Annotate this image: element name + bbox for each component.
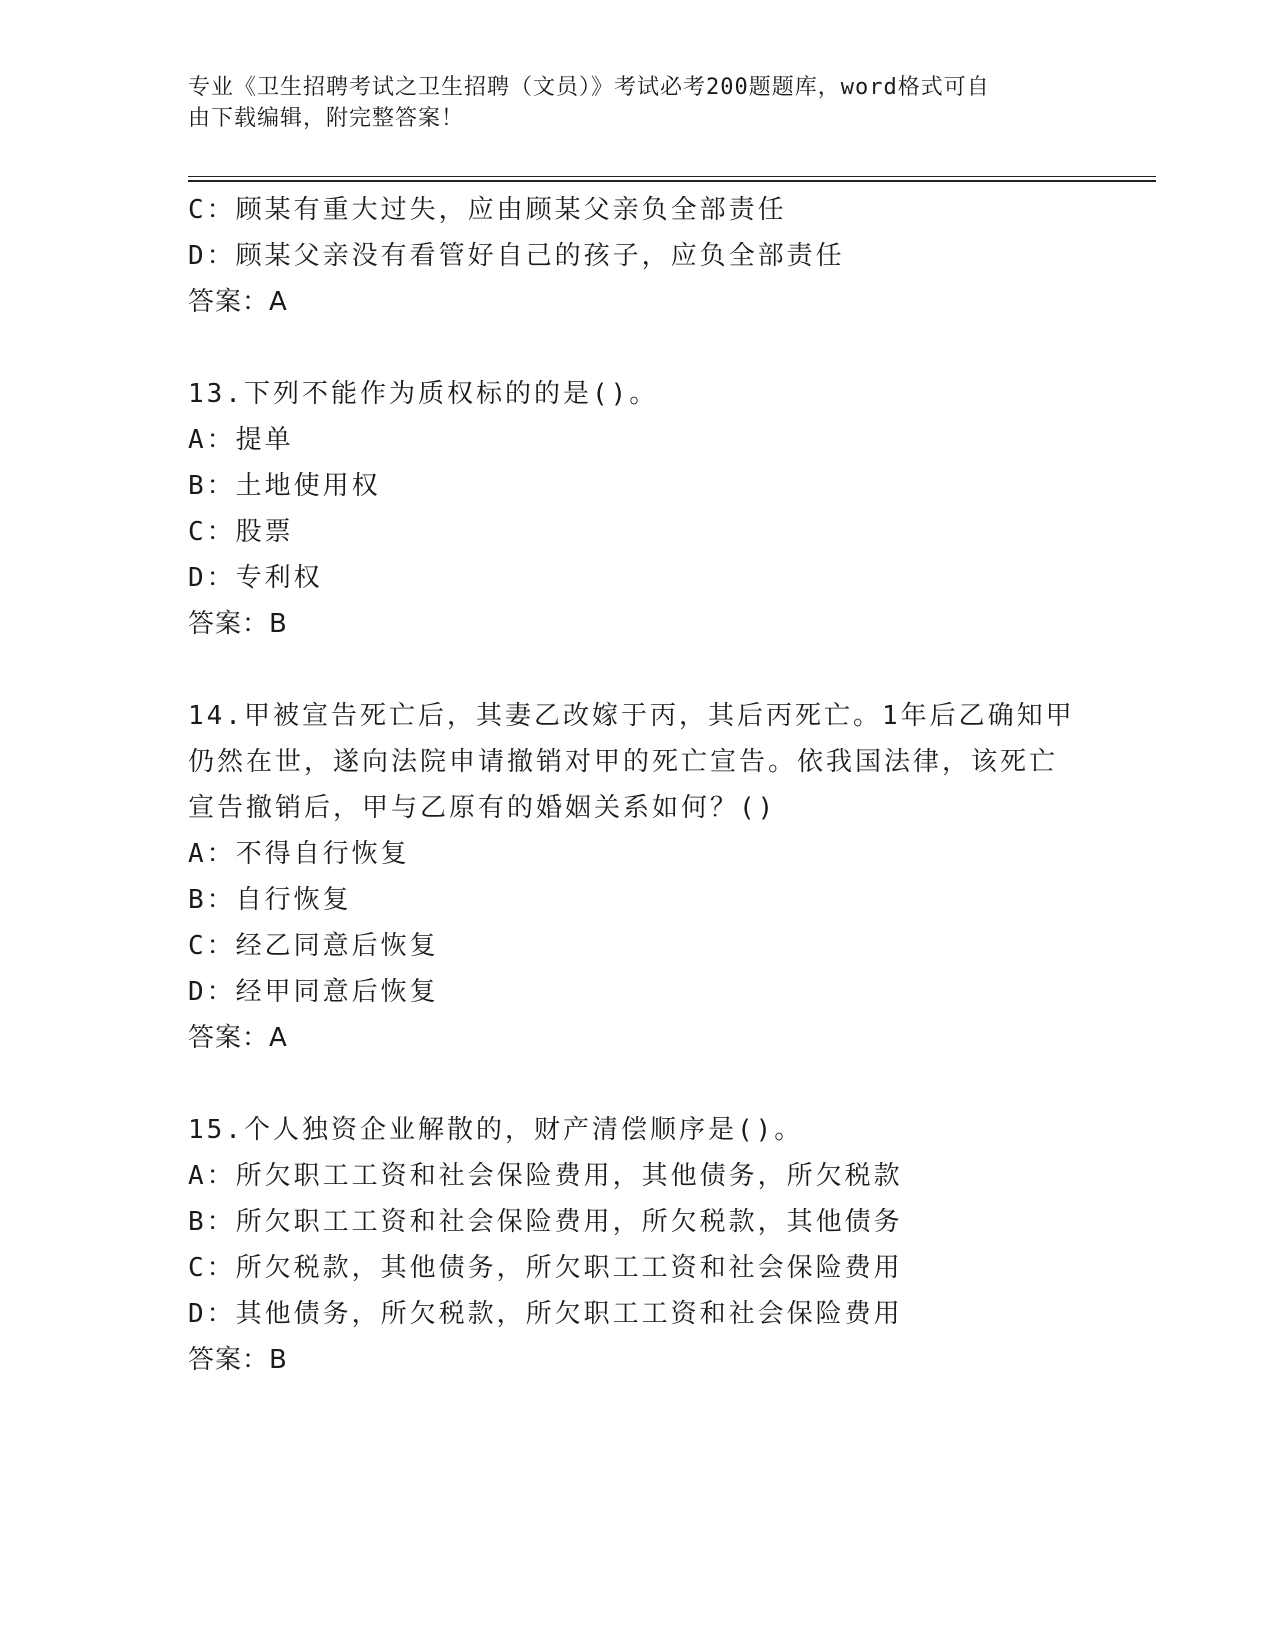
spacer (188, 1061, 1088, 1107)
option-b: B：自行恢复 (188, 885, 352, 915)
option-c: C：所欠税款，其他债务，所欠职工工资和社会保险费用 (188, 1253, 903, 1283)
header-line-2: 由下载编辑，附完整答案！ (188, 106, 465, 131)
option-b: B：土地使用权 (188, 471, 381, 501)
option-d: D：专利权 (188, 563, 323, 593)
question-stem-line-2: 仍然在世，遂向法院申请撤销对甲的死亡宣告。依我国法律，该死亡 (188, 747, 1059, 777)
option-c: C：顾某有重大过失，应由顾某父亲负全部责任 (188, 195, 787, 225)
option-b: B：所欠职工工资和社会保险费用，所欠税款，其他债务 (188, 1207, 903, 1237)
option-d: D：经甲同意后恢复 (188, 977, 439, 1007)
option-c: C：经乙同意后恢复 (188, 931, 439, 961)
option-a: A：所欠职工工资和社会保险费用，其他债务，所欠税款 (188, 1161, 903, 1191)
header-divider-thin (188, 176, 1156, 177)
option-d: D：其他债务，所欠税款，所欠职工工资和社会保险费用 (188, 1299, 903, 1329)
option-c: C：股票 (188, 517, 294, 547)
answer-line: 答案：A (188, 1023, 288, 1053)
document-header (188, 72, 1068, 134)
header-line-1: 专业《卫生招聘考试之卫生招聘（文员）》考试必考200题题库，word格式可自 (188, 75, 990, 100)
question-13 (188, 371, 1088, 647)
question-15 (188, 1107, 1088, 1383)
question-stem-line-1: 14.甲被宣告死亡后，其妻乙改嫁于丙，其后丙死亡。1年后乙确知甲 (188, 701, 1075, 731)
option-a: A：不得自行恢复 (188, 839, 410, 869)
question-14 (188, 693, 1088, 1061)
question-stem-line-3: 宣告撤销后，甲与乙原有的婚姻关系如何？() (188, 793, 777, 823)
question-stem: 13.下列不能作为质权标的的是()。 (188, 379, 659, 409)
question-list (188, 187, 1088, 1383)
answer-line: 答案：B (188, 1345, 288, 1375)
answer-line: 答案：A (188, 287, 288, 317)
question-12 (188, 187, 1088, 325)
spacer (188, 325, 1088, 371)
header-divider-thick (188, 180, 1156, 182)
spacer (188, 647, 1088, 693)
option-a: A：提单 (188, 425, 294, 455)
option-d: D：顾某父亲没有看管好自己的孩子，应负全部责任 (188, 241, 845, 271)
question-stem: 15.个人独资企业解散的，财产清偿顺序是()。 (188, 1115, 804, 1145)
answer-line: 答案：B (188, 609, 288, 639)
